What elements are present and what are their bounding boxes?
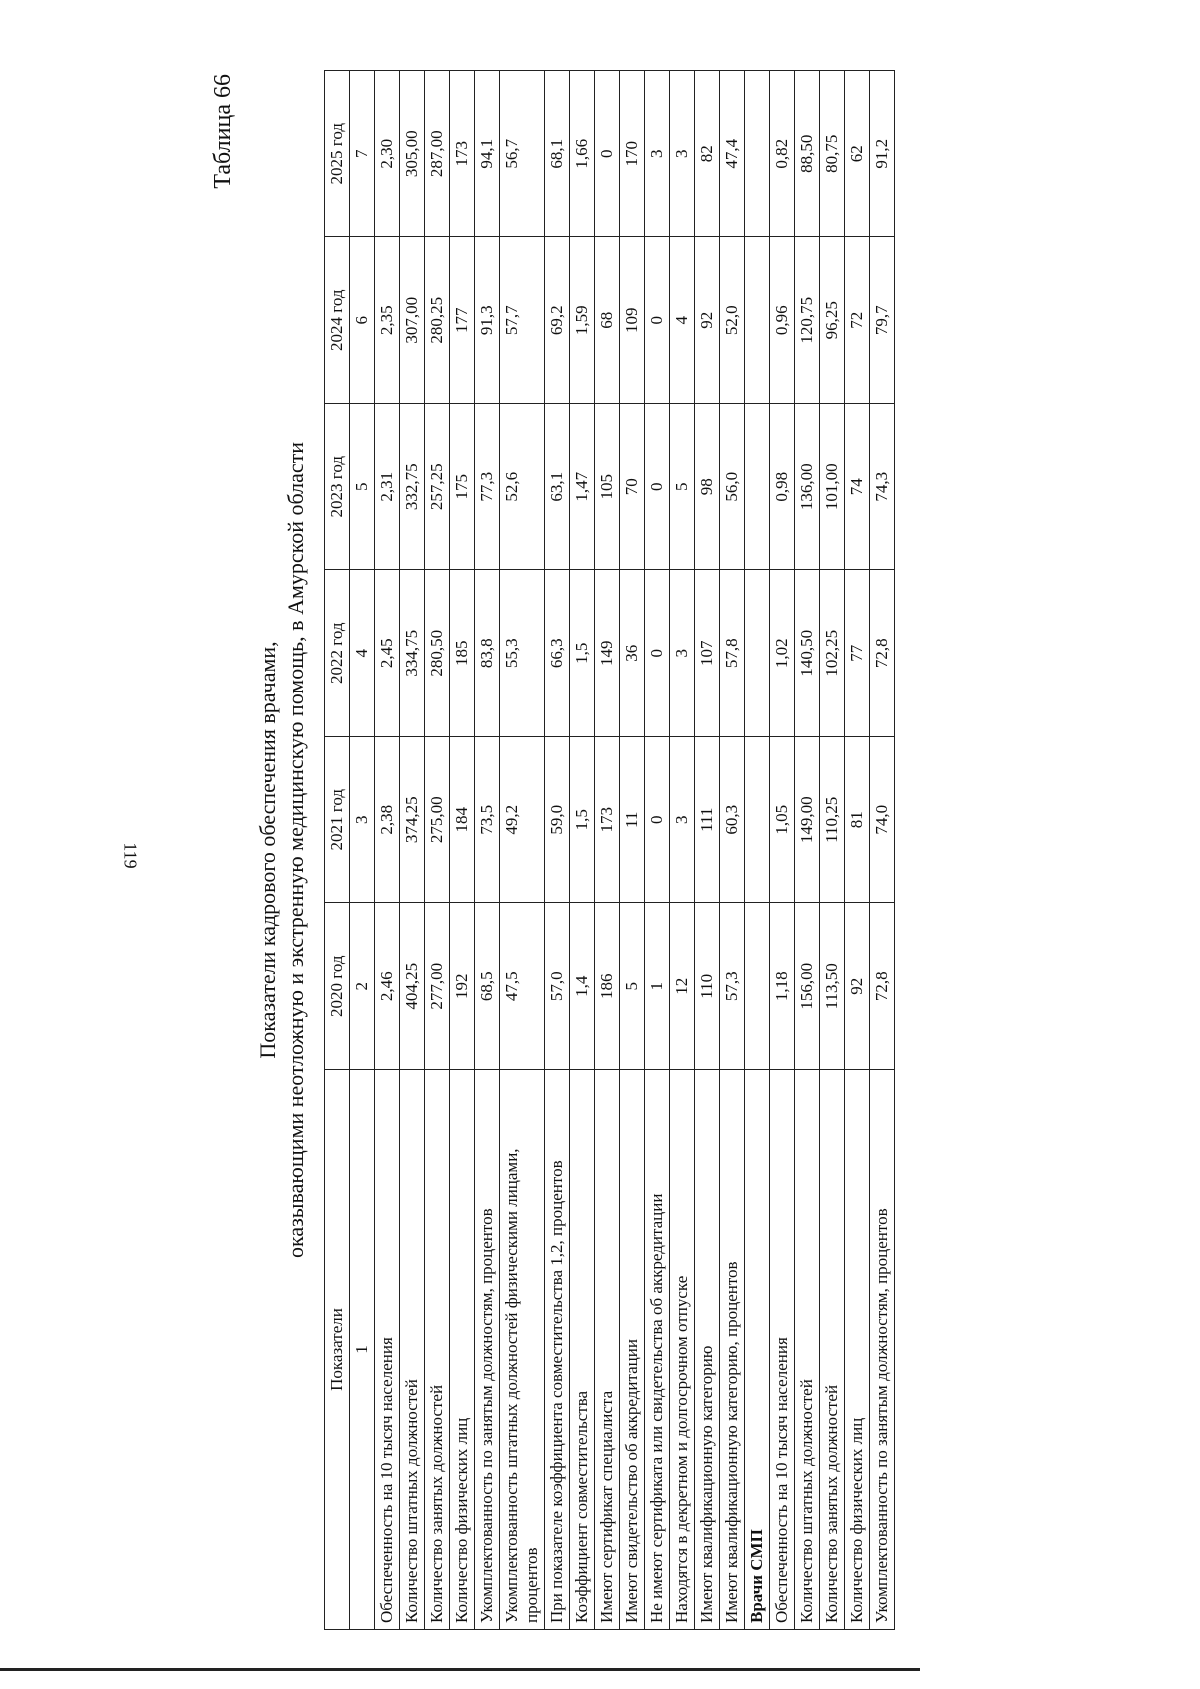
value-cell: 2,30 <box>375 71 400 238</box>
value-cell: 59,0 <box>545 737 570 904</box>
value-cell: 185 <box>450 570 475 737</box>
empty-cell <box>745 903 770 1070</box>
value-cell: 280,25 <box>425 237 450 404</box>
value-cell: 280,50 <box>425 570 450 737</box>
value-cell: 80,75 <box>820 71 845 238</box>
value-cell: 1,66 <box>570 71 595 238</box>
value-cell: 0,96 <box>770 237 795 404</box>
value-cell: 177 <box>450 237 475 404</box>
header-cell: Показатели <box>325 1070 350 1630</box>
column-number: 1 <box>350 1070 375 1630</box>
value-cell: 81 <box>845 737 870 904</box>
value-cell: 47,4 <box>720 71 745 238</box>
row-label: Имеют сертификат специалиста <box>595 1070 620 1630</box>
value-cell: 105 <box>595 404 620 571</box>
table-title <box>254 70 310 1630</box>
row-label: Коэффициент совместительства <box>570 1070 595 1630</box>
value-cell: 101,00 <box>820 404 845 571</box>
column-number-row <box>350 71 375 1630</box>
table-row <box>375 71 400 1630</box>
section-title: Врачи СМП <box>745 1070 770 1630</box>
smp-rows <box>770 71 895 1630</box>
empty-cell <box>745 570 770 737</box>
value-cell: 149 <box>595 570 620 737</box>
row-label: Укомплектованность по занятым должностям, процентов <box>475 1070 500 1630</box>
value-cell: 0 <box>595 71 620 238</box>
header-cell: 2024 год <box>325 237 350 404</box>
value-cell: 110,25 <box>820 737 845 904</box>
header-cell: 2023 год <box>325 404 350 571</box>
empty-cell <box>745 404 770 571</box>
value-cell: 36 <box>620 570 645 737</box>
value-cell: 72,8 <box>870 570 895 737</box>
value-cell: 47,5 <box>500 903 545 1070</box>
row-label: Количество штатных должностей <box>795 1070 820 1630</box>
row-label: Укомплектованность штатных должностей физическими лицами, процентов <box>500 1070 545 1630</box>
value-cell: 156,00 <box>795 903 820 1070</box>
value-cell: 68,5 <box>475 903 500 1070</box>
main-rows <box>375 71 745 1630</box>
value-cell: 68,1 <box>545 71 570 238</box>
document-body <box>210 70 1200 1630</box>
value-cell: 82 <box>695 71 720 238</box>
value-cell: 92 <box>845 903 870 1070</box>
value-cell: 92 <box>695 237 720 404</box>
value-cell: 170 <box>620 71 645 238</box>
title-line-2: оказывающими неотложную и экстренную медицинскую помощь, в Амурской области <box>283 441 308 1259</box>
value-cell: 91,3 <box>475 237 500 404</box>
column-number: 5 <box>350 404 375 571</box>
value-cell: 107 <box>695 570 720 737</box>
value-cell: 0,82 <box>770 71 795 238</box>
row-label: Имеют квалификационную категорию <box>695 1070 720 1630</box>
value-cell: 287,00 <box>425 71 450 238</box>
value-cell: 109 <box>620 237 645 404</box>
empty-cell <box>745 737 770 904</box>
row-label: Количество штатных должностей <box>400 1070 425 1630</box>
empty-cell <box>745 237 770 404</box>
value-cell: 69,2 <box>545 237 570 404</box>
value-cell: 57,0 <box>545 903 570 1070</box>
value-cell: 404,25 <box>400 903 425 1070</box>
value-cell: 79,7 <box>870 237 895 404</box>
value-cell: 56,0 <box>720 404 745 571</box>
value-cell: 173 <box>595 737 620 904</box>
table-row <box>475 71 500 1630</box>
column-number: 4 <box>350 570 375 737</box>
row-label: При показателе коэффициента совместительства 1,2, процентов <box>545 1070 570 1630</box>
value-cell: 2,35 <box>375 237 400 404</box>
row-label: Обеспеченность на 10 тысяч населения <box>770 1070 795 1630</box>
value-cell: 74,0 <box>870 737 895 904</box>
value-cell: 98 <box>695 404 720 571</box>
value-cell: 49,2 <box>500 737 545 904</box>
value-cell: 73,5 <box>475 737 500 904</box>
row-label: Количество занятых должностей <box>425 1070 450 1630</box>
value-cell: 120,75 <box>795 237 820 404</box>
value-cell: 52,0 <box>720 237 745 404</box>
value-cell: 0 <box>645 737 670 904</box>
value-cell: 1,59 <box>570 237 595 404</box>
value-cell: 94,1 <box>475 71 500 238</box>
value-cell: 52,6 <box>500 404 545 571</box>
value-cell: 3 <box>645 71 670 238</box>
value-cell: 72 <box>845 237 870 404</box>
header-cell: 2021 год <box>325 737 350 904</box>
value-cell: 3 <box>670 570 695 737</box>
value-cell: 77,3 <box>475 404 500 571</box>
value-cell: 2,31 <box>375 404 400 571</box>
row-label: Имеют свидетельство об аккредитации <box>620 1070 645 1630</box>
value-cell: 2,45 <box>375 570 400 737</box>
value-cell: 149,00 <box>795 737 820 904</box>
staffing-table <box>324 70 895 1630</box>
value-cell: 307,00 <box>400 237 425 404</box>
section-header-row <box>745 71 770 1630</box>
value-cell: 11 <box>620 737 645 904</box>
value-cell: 70 <box>620 404 645 571</box>
row-label: Количество физических лиц <box>845 1070 870 1630</box>
table-row <box>795 71 820 1630</box>
value-cell: 5 <box>670 404 695 571</box>
value-cell: 1,47 <box>570 404 595 571</box>
value-cell: 1,5 <box>570 737 595 904</box>
value-cell: 1,5 <box>570 570 595 737</box>
value-cell: 77 <box>845 570 870 737</box>
value-cell: 140,50 <box>795 570 820 737</box>
row-label: Обеспеченность на 10 тысяч населения <box>375 1070 400 1630</box>
table-label: Таблица 66 <box>210 74 236 189</box>
table-row <box>450 71 475 1630</box>
header-cell: 2020 год <box>325 903 350 1070</box>
row-label: Количество физических лиц <box>450 1070 475 1630</box>
table-row <box>720 71 745 1630</box>
table-row <box>770 71 795 1630</box>
table-row <box>820 71 845 1630</box>
header-row <box>325 71 350 1630</box>
value-cell: 57,8 <box>720 570 745 737</box>
value-cell: 12 <box>670 903 695 1070</box>
table-row <box>845 71 870 1630</box>
value-cell: 334,75 <box>400 570 425 737</box>
value-cell: 74 <box>845 404 870 571</box>
row-label: Не имеют сертификата или свидетельства об аккредитации <box>645 1070 670 1630</box>
value-cell: 72,8 <box>870 903 895 1070</box>
value-cell: 275,00 <box>425 737 450 904</box>
value-cell: 96,25 <box>820 237 845 404</box>
value-cell: 66,3 <box>545 570 570 737</box>
value-cell: 1,4 <box>570 903 595 1070</box>
value-cell: 1,18 <box>770 903 795 1070</box>
table-row <box>425 71 450 1630</box>
value-cell: 63,1 <box>545 404 570 571</box>
column-number: 2 <box>350 903 375 1070</box>
value-cell: 1 <box>645 903 670 1070</box>
value-cell: 332,75 <box>400 404 425 571</box>
value-cell: 277,00 <box>425 903 450 1070</box>
section-smp <box>745 71 770 1630</box>
row-label: Количество занятых должностей <box>820 1070 845 1630</box>
value-cell: 3 <box>670 71 695 238</box>
table-row <box>870 71 895 1630</box>
column-number: 6 <box>350 237 375 404</box>
value-cell: 0,98 <box>770 404 795 571</box>
table-row <box>400 71 425 1630</box>
value-cell: 57,7 <box>500 237 545 404</box>
value-cell: 192 <box>450 903 475 1070</box>
table-row <box>570 71 595 1630</box>
value-cell: 3 <box>670 737 695 904</box>
table-row <box>695 71 720 1630</box>
value-cell: 173 <box>450 71 475 238</box>
value-cell: 74,3 <box>870 404 895 571</box>
value-cell: 62 <box>845 71 870 238</box>
value-cell: 4 <box>670 237 695 404</box>
value-cell: 184 <box>450 737 475 904</box>
table-row <box>500 71 545 1630</box>
row-label: Имеют квалификационную категорию, процентов <box>720 1070 745 1630</box>
value-cell: 257,25 <box>425 404 450 571</box>
value-cell: 110 <box>695 903 720 1070</box>
value-cell: 57,3 <box>720 903 745 1070</box>
value-cell: 186 <box>595 903 620 1070</box>
value-cell: 0 <box>645 570 670 737</box>
scan-edge-line <box>0 1668 920 1671</box>
value-cell: 1,02 <box>770 570 795 737</box>
column-number: 7 <box>350 71 375 238</box>
value-cell: 136,00 <box>795 404 820 571</box>
row-label: Укомплектованность по занятым должностям, процентов <box>870 1070 895 1630</box>
table-row <box>545 71 570 1630</box>
value-cell: 56,7 <box>500 71 545 238</box>
value-cell: 60,3 <box>720 737 745 904</box>
value-cell: 111 <box>695 737 720 904</box>
value-cell: 2,46 <box>375 903 400 1070</box>
table-row <box>645 71 670 1630</box>
empty-cell <box>745 71 770 238</box>
column-number: 3 <box>350 737 375 904</box>
value-cell: 83,8 <box>475 570 500 737</box>
table-row <box>670 71 695 1630</box>
table-row <box>595 71 620 1630</box>
value-cell: 5 <box>620 903 645 1070</box>
value-cell: 374,25 <box>400 737 425 904</box>
value-cell: 1,05 <box>770 737 795 904</box>
page-number: 119 <box>120 842 141 869</box>
value-cell: 0 <box>645 237 670 404</box>
title-line-1: Показатели кадрового обеспечения врачами, <box>255 641 280 1059</box>
header-cell: 2022 год <box>325 570 350 737</box>
value-cell: 102,25 <box>820 570 845 737</box>
value-cell: 0 <box>645 404 670 571</box>
header-cell: 2025 год <box>325 71 350 238</box>
value-cell: 305,00 <box>400 71 425 238</box>
value-cell: 175 <box>450 404 475 571</box>
value-cell: 55,3 <box>500 570 545 737</box>
value-cell: 88,50 <box>795 71 820 238</box>
value-cell: 2,38 <box>375 737 400 904</box>
value-cell: 91,2 <box>870 71 895 238</box>
value-cell: 113,50 <box>820 903 845 1070</box>
row-label: Находятся в декретном и долгосрочном отпуске <box>670 1070 695 1630</box>
value-cell: 68 <box>595 237 620 404</box>
table-row <box>620 71 645 1630</box>
